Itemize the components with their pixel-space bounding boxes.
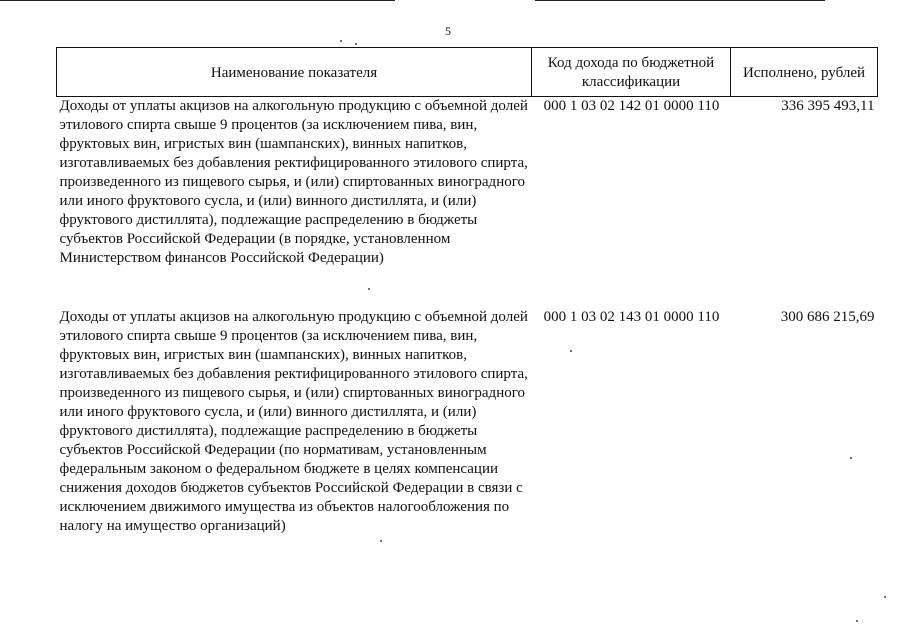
page-number: 5 [445, 24, 451, 38]
row-executed-cell: 300 686 215,69 [780, 309, 875, 325]
row-executed-cell: 336 395 493,11 [781, 98, 875, 114]
column-header-name: Наименование показателя [57, 48, 532, 97]
scan-speck [380, 540, 382, 542]
scan-speck [570, 350, 572, 352]
row-spacer-cell [57, 268, 532, 308]
column-header-executed: Исполнено, рублей [731, 48, 878, 97]
top-edge-rule-right [535, 0, 825, 1]
scan-speck [850, 457, 852, 459]
top-edge-rule-left [0, 0, 395, 1]
row-code-cell: 000 1 03 02 143 01 0000 110 [543, 309, 720, 325]
row-spacer-cell [731, 268, 878, 308]
scan-speck [355, 43, 357, 45]
scan-speck [884, 596, 886, 598]
scan-speck [856, 620, 858, 622]
scan-speck [340, 40, 342, 42]
row-name-cell: Доходы от уплаты акцизов на алкогольную продукцию с объемной долей этилового спирта свыше 9 процентов (за исключением пива, вин, фруктовых вин, игристых вин (шампанских), винных напитков, изготавливаемых без добавления ректифицированного этилового спирта, произведенного из пищевого сырья, и (или) спиртованных виноградного или иного фруктового сусла, и (или) винного дистиллята, и (или) фруктового дистиллята), подлежащие распределению в бюджеты субъектов Российской Федерации (по нормативам, установленным федеральным законом о федеральном бюджете в целях компенсации снижения доходов бюджетов субъектов Российской Федерации в связи с исключением движимого имущества из объектов налогообложения по налогу на имущество организаций) [59, 309, 528, 534]
table-header-row [57, 48, 878, 97]
table-row [57, 97, 878, 269]
budget-execution-table [56, 47, 878, 536]
row-name-cell: Доходы от уплаты акцизов на алкогольную продукцию с объемной долей этилового спирта свыше 9 процентов (за исключением пива, вин, фруктовых вин, игристых вин (шампанских), винных напитков, изготавливаемых без добавления ректифицированного этилового спирта, произведенного из пищевого сырья, и (или) спиртованных виноградного или иного фруктового сусла, и (или) винного дистиллята, и (или) фруктового дистиллята), подлежащие распределению в бюджеты субъектов Российской Федерации (в порядке, установленном Министерством финансов Российской Федерации) [59, 98, 528, 266]
column-header-code: Код дохода по бюджетной классификации [532, 48, 731, 97]
row-code-cell: 000 1 03 02 142 01 0000 110 [543, 98, 720, 114]
row-spacer [57, 268, 878, 308]
row-spacer-cell [532, 268, 731, 308]
table-row [57, 308, 878, 536]
scan-speck [368, 288, 370, 290]
